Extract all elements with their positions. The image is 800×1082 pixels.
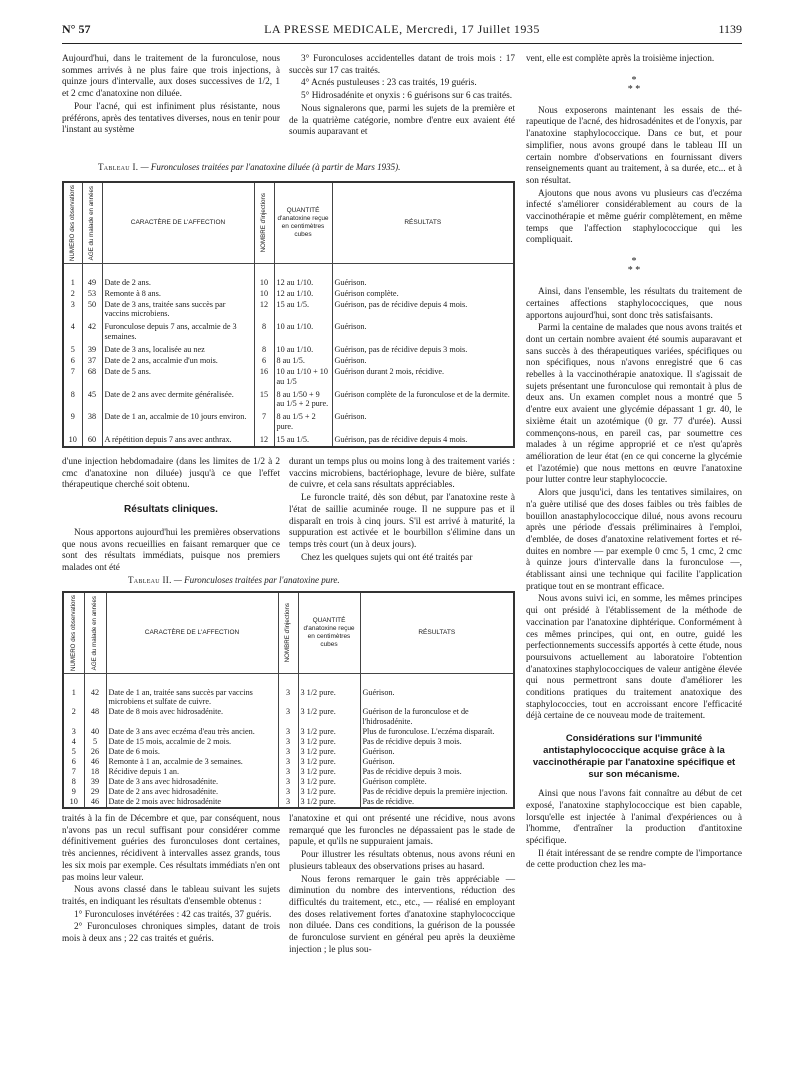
- table-cell: 7: [64, 367, 82, 389]
- table-cell: 37: [82, 356, 102, 367]
- table-cell: 3: [278, 767, 298, 777]
- table-cell: 3 1/2 pure.: [298, 688, 360, 708]
- table-cell: 10 au 1/10.: [274, 345, 332, 356]
- table2-label: Tableau II.: [128, 575, 172, 585]
- separator-stars: * * *: [627, 256, 641, 277]
- table-cell: Date de 2 mois avec hidrosadénite: [106, 797, 278, 807]
- paragraph: Nous ferons remarquer le gain très appréciable — diminution du nombre des interventions, réduction des difficultés du traitement, etc., etc., — réalisé en employant des doses relativement fortes d'anatoxine staphylococcique non diluée. Dans ces conditions, la guérison de la poussée de furonculose survient en général peu après la deuxième injection ; le plus sou-: [289, 874, 515, 955]
- table-cell: 42: [82, 322, 102, 344]
- col3: [526, 54, 742, 873]
- table-cell: 10 au 1/10 + 10 au 1/5: [274, 367, 332, 389]
- table-cell: 1: [64, 688, 84, 708]
- table2-header: CARACTÈRE DE L'AFFECTION: [106, 593, 278, 674]
- paragraph: 3° Furonculoses accidentelles datant de trois mois : 17 succès sur 17 cas traités.: [289, 54, 515, 76]
- table-cell: Guérison.: [362, 747, 395, 757]
- table1-header: NOMBRE d'injections: [254, 183, 274, 264]
- table-cell: 3: [278, 777, 298, 787]
- table-cell: 3 1/2 pure.: [298, 757, 360, 767]
- table-row: [64, 767, 513, 777]
- table-cell: 39: [84, 777, 106, 787]
- table-cell: Date de 3 ans, traitée sans succès par vaccins microbiens.: [102, 300, 254, 322]
- table-cell: Pas de récidive depuis 3 mois.: [362, 737, 462, 747]
- paragraph: Pour illustrer les résultats obtenus, nous avons réuni en plusieurs tableaux des observations prises au hasard.: [289, 850, 515, 872]
- col2-top: [289, 54, 515, 140]
- table-row: [64, 412, 513, 434]
- table-cell: Guérison.: [334, 412, 367, 422]
- table-cell: 1: [64, 278, 82, 289]
- table-cell: 6: [64, 757, 84, 767]
- table-cell: Furonculose depuis 7 ans, accalmie de 3 semaines.: [102, 322, 254, 344]
- table-cell: 10: [64, 435, 82, 446]
- table-cell: Date de 15 mois, accalmie de 2 mois.: [106, 737, 278, 747]
- issue-number: N° 57: [62, 22, 91, 36]
- paragraph: Alors que jusqu'ici, dans les tentatives similaires, on n'a guère utilisé que des doses faibles ou très faibles de bouillon anastaphylococcique dilué, nous avons recouru après une période d'essais préliminaires à l'emploi, d'emblée, de doses d'anatoxine relativement fortes et réduites en nombre — par exemple 0 cmc 5, 1 cmc, 2 cmc à quinze jours d'intervalle dans la furonculose —, établissant ainsi une technique qui facilite l'application pratique tout en se montrant efficace.: [526, 488, 742, 592]
- table2-header: NUMÉRO des observations: [64, 593, 84, 674]
- table-cell: 42: [84, 688, 106, 708]
- table2-header: NOMBRE d'injections: [278, 593, 298, 674]
- table-row: [64, 757, 513, 767]
- table-cell: 3 1/2 pure.: [298, 747, 360, 757]
- table-cell: 10: [254, 289, 274, 300]
- section-title-clinical: Résultats cliniques.: [124, 504, 218, 516]
- table-row: [64, 777, 513, 787]
- table-cell: Pas de récidive depuis 3 mois.: [362, 767, 462, 777]
- table-cell: 50: [82, 300, 102, 322]
- table-cell: Remonte à 8 ans.: [102, 289, 254, 300]
- table2-header: RÉSULTATS: [360, 593, 513, 674]
- table-cell: 4: [64, 737, 84, 747]
- paragraph: Ainsi que nous l'avons fait connaître au début de cet exposé, l'anatoxine staphylococcique est bien capable, lorsqu'elle est injectée à l'animal d'expériences ou à l'homme, d'entraîner la production d'antitoxine spécifique.: [526, 789, 742, 846]
- table2-caption: [128, 575, 508, 587]
- table1-caption: [98, 162, 518, 174]
- table-cell: A répétition depuis 7 ans avec anthrax.: [102, 435, 254, 446]
- table-cell: 5: [64, 345, 82, 356]
- paragraph: Le furoncle traité, dès son début, par l'anatoxine reste à l'état de saillie acuminée rouge. Il ne suppure pas et il disparaît en trois à cinq jours. S'il est arrivé à maturité, la suppuration est activée et le bourbillon s'élimine dans un temps très court (un à deux jours).: [289, 493, 515, 550]
- table-cell: Guérison complète.: [362, 777, 427, 787]
- table-cell: 68: [82, 367, 102, 389]
- table-cell: Plus de furonculose. L'eczéma disparaît.: [362, 727, 495, 737]
- table-cell: 46: [84, 757, 106, 767]
- table-cell: Pas de récidive.: [362, 796, 415, 806]
- table-cell: 9: [64, 412, 82, 434]
- table2-header: QUANTITÉ d'anatoxine reçue en centimètres cubes: [298, 593, 360, 674]
- table-cell: 8: [64, 390, 82, 412]
- table-cell: Récidive depuis 1 an.: [106, 767, 278, 777]
- section-title-considerations: Considérations sur l'immunité antistaphylococcique acquise grâce à la vaccinothérapie par l'anatoxine spécifique et sur son mécanisme.: [532, 733, 736, 781]
- table-cell: Date de 2 ans avec hidrosadénite.: [106, 787, 278, 797]
- table-cell: Guérison, pas de récidive depuis 4 mois.: [334, 299, 468, 309]
- paragraph: Aujourd'hui, dans le traitement de la furonculose, nous sommes arrivés à ne plus faire que trois injections, à quinze jours d'intervalle, aux doses successives de 1/2, 1 et 2 cmc d'anatoxine non diluée.: [62, 54, 280, 100]
- table-cell: 3: [278, 707, 298, 727]
- table-row: [64, 747, 513, 757]
- col1-mid: [62, 457, 280, 576]
- table-cell: 49: [82, 278, 102, 289]
- table-cell: Date de 8 mois avec hidrosadénite.: [106, 707, 278, 727]
- table-cell: 3: [278, 688, 298, 708]
- table-cell: 8: [64, 777, 84, 787]
- paragraph: Nous signalerons que, parmi les sujets de la première et de la quatrième catégorie, nombre d'entre eux avaient été soumis auparavant et: [289, 103, 515, 138]
- table1-header: CARACTÈRE DE L'AFFECTION: [102, 183, 254, 264]
- paragraph: Nous avons classé dans le tableau suivant les sujets traités, en indiquant les résultats d'ensemble obtenus :: [62, 885, 280, 907]
- table-cell: 60: [82, 435, 102, 446]
- paragraph: Nous avons suivi ici, en somme, les mêmes principes qui ont présidé à l'établissement de la méthode de vaccination par l'anatoxine diphtérique. Conformément à ces mêmes principes, qui ont, en outre, guidé les perfectionnements successifs apportés à cette étude, nous poursuivons actuellement au laboratoire l'obtention d'anatoxines staphylococciques de valeur antigène élevée qui nous permettront sans doute d'améliorer les conditions pratiques du traitement anatoxique des staphylococcies, tout en accroissant encore l'efficacité déjà certaine de ce nouveau mode de traitement.: [526, 594, 742, 722]
- page-number: 1139: [718, 22, 742, 36]
- table-cell: 12 au 1/10.: [274, 289, 332, 300]
- table1-header: RÉSULTATS: [332, 183, 513, 264]
- table-cell: 8 au 1/5 + 2 pure.: [274, 412, 332, 434]
- table-cell: 8: [254, 345, 274, 356]
- table2: [62, 591, 515, 809]
- table-row: [64, 289, 513, 300]
- table-cell: Date de 1 an, traitée sans succès par vaccins microbiens et sulfate de cuivre.: [106, 688, 278, 708]
- table-cell: 40: [84, 727, 106, 737]
- table-cell: 3: [278, 727, 298, 737]
- table-row: [64, 356, 513, 367]
- table-cell: Remonte à 1 an, accalmie de 3 semaines.: [106, 757, 278, 767]
- table1-header: NUMÉRO des observations: [64, 183, 82, 264]
- table-cell: Date de 1 an, accalmie de 10 jours environ.: [102, 412, 254, 434]
- paragraph: 5° Hidrosadénite et onyxis : 6 guérisons sur 6 cas traités.: [301, 91, 513, 102]
- table-cell: 7: [254, 412, 274, 434]
- table-cell: 9: [64, 787, 84, 797]
- table-cell: Guérison.: [362, 687, 395, 697]
- table-cell: Guérison.: [362, 757, 395, 767]
- table-row: [64, 737, 513, 747]
- table-cell: Guérison durant 2 mois, récidive.: [334, 367, 445, 377]
- table1-caption-text: — Furonculoses traitées par l'anatoxine diluée (à partir de Mars 1935).: [140, 162, 401, 172]
- table-cell: 39: [82, 345, 102, 356]
- paragraph: vent, elle est complète après la troisième injection.: [526, 54, 715, 64]
- table-cell: Date de 2 ans avec dermite généralisée.: [102, 390, 254, 412]
- table-cell: Date de 3 ans avec eczéma d'eau très ancien.: [106, 727, 278, 737]
- table-cell: Date de 2 ans.: [102, 278, 254, 289]
- table-cell: Date de 5 ans.: [102, 367, 254, 389]
- table-cell: Date de 3 ans, localisée au nez: [102, 345, 254, 356]
- table-row: [64, 345, 513, 356]
- table-cell: 6: [254, 356, 274, 367]
- table-row: [64, 707, 513, 727]
- paragraph: durant un temps plus ou moins long à des traitement variés : vaccins microbiens, bactériophage, levure de bière, sulfate de cuivre, et cela sans résultats appréciables.: [289, 457, 515, 491]
- table-cell: 45: [82, 390, 102, 412]
- table-cell: Guérison, pas de récidive depuis 4 mois.: [334, 434, 468, 444]
- table-row: [64, 688, 513, 708]
- table2-caption-text: — Furonculoses traitées par l'anatoxine pure.: [173, 575, 340, 585]
- table-cell: 6: [64, 356, 82, 367]
- table-cell: Guérison.: [334, 322, 367, 332]
- table-cell: 5: [84, 737, 106, 747]
- table-cell: 29: [84, 787, 106, 797]
- table-row: [64, 727, 513, 737]
- table-row: [64, 300, 513, 322]
- table-cell: 3 1/2 pure.: [298, 737, 360, 747]
- table-cell: 3 1/2 pure.: [298, 797, 360, 807]
- paragraph: Il était intéressant de se rendre compte de l'importance de cette production chez les ma-: [526, 848, 742, 871]
- table-cell: Guérison, pas de récidive depuis 3 mois.: [334, 344, 468, 354]
- table-cell: 5: [64, 747, 84, 757]
- separator-stars: * * *: [627, 74, 641, 95]
- table-cell: 8: [254, 322, 274, 344]
- table-cell: 3 1/2 pure.: [298, 777, 360, 787]
- table-cell: 3: [278, 737, 298, 747]
- table-row: [64, 367, 513, 389]
- table-cell: 3 1/2 pure.: [298, 727, 360, 737]
- table-cell: Date de 6 mois.: [106, 747, 278, 757]
- table-cell: Date de 3 ans avec hidrosadénite.: [106, 777, 278, 787]
- table-cell: 3: [278, 797, 298, 807]
- table-cell: Guérison.: [334, 356, 367, 366]
- table-row: [64, 797, 513, 807]
- table-cell: 18: [84, 767, 106, 777]
- table-cell: 46: [84, 797, 106, 807]
- table1-header: QUANTITÉ d'anatoxine reçue en centimètres cubes: [274, 183, 332, 264]
- paragraph: d'une injection hebdomadaire (dans les limites de 1/2 à 2 cmc d'anatoxine non diluée) jusqu'à ce que l'effet thérapeutique cherché soit obtenu.: [62, 457, 280, 491]
- table-cell: Date de 2 ans, accalmie d'un mois.: [102, 356, 254, 367]
- paragraph: Nous exposerons maintenant les essais de thérapeutique de l'acné, des hidrosadénites et de l'onyxis, par l'anatoxine staphylococcique. Dans ce but, et pour simplifier, nous avons groupé dans le tableau III un certain nombre d'observations en fournissant divers renseignements quant au traitement, à sa durée, etc... et à son résultat.: [526, 105, 742, 186]
- table-cell: 12 au 1/10.: [274, 278, 332, 289]
- table-cell: Pas de récidive depuis la première injection.: [362, 787, 508, 797]
- table-cell: 3: [278, 757, 298, 767]
- journal-title: LA PRESSE MEDICALE, Mercredi, 17 Juillet 1935: [264, 22, 540, 36]
- table-row: [64, 322, 513, 344]
- paragraph: l'anatoxine et qui ont présenté une récidive, nous avons remarqué que les furoncles ne dépassaient pas le stade de papule, et qu'ils ne suppuraient jamais.: [289, 814, 515, 848]
- table-row: [64, 278, 513, 289]
- table-cell: 12: [254, 435, 274, 446]
- table-row: [64, 787, 513, 797]
- table-cell: 2: [64, 289, 82, 300]
- table-cell: 26: [84, 747, 106, 757]
- col1-top: [62, 54, 280, 138]
- table2-header: AGE du malade en années: [84, 593, 106, 674]
- table-cell: 10: [254, 278, 274, 289]
- table-cell: 48: [84, 707, 106, 727]
- table-cell: 12: [254, 300, 274, 322]
- paragraph: 2° Furonculoses chroniques simples, datant de trois mois à deux ans ; 22 cas traités et guéris.: [62, 922, 280, 945]
- table1-label: Tableau I.: [98, 162, 139, 172]
- table-cell: 15 au 1/5.: [274, 435, 332, 446]
- paragraph: Ajoutons que nous avons vu plusieurs cas d'eczéma infecté s'améliorer considérablement au cours de la vaccinothérapie et même guérir complètement, en même temps que l'affection staphylococcique qui les compliquait.: [526, 188, 742, 246]
- table-cell: 15: [254, 390, 274, 412]
- table1-header: AGE du malade en années: [82, 183, 102, 264]
- table-cell: 38: [82, 412, 102, 434]
- table-cell: 3: [278, 787, 298, 797]
- table-cell: 16: [254, 367, 274, 389]
- table-cell: 4: [64, 322, 82, 344]
- paragraph: Parmi la centaine de malades que nous avons traités et dont un certain nombre avaient été soumis auparavant et sans succès à des thérapeutiques variées, spécifiques ou non spécifiques, nous n'avons enregistré que 6 cas rebelles à la vaccinothérapie anatoxique. Il s'agissait de sujets présentant une furonculose qui remontait à plus de deux ans. Un examen complet nous a montré que 5 d'entre eux avaient une glycémie dépassant 1 gr. 40, le sixième était un azotémique (0 gr. 77 d'urée). Aussi commençons-nous, en pareil cas, par soumettre ces malades à un régime approprié et ce n'est qu'après amélioration de leur état (en ce qui concerne la glycémie et l'azotémie) que nous mettons en œuvre l'anatoxine pour lutter contre leur staphylococcie.: [526, 323, 742, 486]
- table-cell: 3 1/2 pure.: [298, 787, 360, 797]
- table-row: [64, 390, 513, 412]
- col2-bottom: [289, 814, 515, 957]
- table-cell: Guérison.: [334, 277, 367, 287]
- table-cell: 3 1/2 pure.: [298, 767, 360, 777]
- table-cell: 8 au 1/5.: [274, 356, 332, 367]
- col1-bottom: [62, 814, 280, 947]
- table-row: [64, 435, 513, 446]
- paragraph: traités à la fin de Décembre et que, par conséquent, nous n'avons pas un recul suffisant pour considérer comme définitivement guéries des furonculoses dont certaines, très anciennes, récidivent à intervalles assez grands, tous les six mois par exemple. Ces résultats immédiats n'en ont pas moins leur valeur.: [62, 814, 280, 883]
- page-header: [62, 24, 742, 44]
- table-cell: 10: [64, 797, 84, 807]
- table-cell: Guérison complète de la furonculose et de la dermite.: [334, 389, 510, 399]
- table-cell: 10 au 1/10.: [274, 322, 332, 344]
- table-cell: Guérison complète.: [334, 288, 399, 298]
- table-cell: 3: [64, 300, 82, 322]
- table-cell: 3: [64, 727, 84, 737]
- paragraph: Nous apportons aujourd'hui les premières observations que nous avons recueillies en faisant remarquer que ce sont des résultats immédiats, puisque nos premiers malades ont été: [62, 527, 280, 573]
- paragraph: 1° Furonculoses invétérées : 42 cas traités, 37 guéris.: [74, 909, 272, 920]
- table-cell: 3 1/2 pure.: [298, 707, 360, 727]
- table-cell: 15 au 1/5.: [274, 300, 332, 322]
- table-cell: 53: [82, 289, 102, 300]
- table1: [62, 181, 515, 448]
- table-cell: 2: [64, 707, 84, 727]
- paragraph: 4° Acnés pustuleuses : 23 cas traités, 19 guéris.: [301, 78, 477, 89]
- paragraph: Ainsi, dans l'ensemble, les résultats du traitement de certaines affections staphylococciques, que nous apportons aujourd'hui, sont donc très satisfaisants.: [526, 287, 742, 321]
- paragraph: Chez les quelques sujets qui ont été traités par: [301, 552, 473, 563]
- table-cell: 8 au 1/50 + 9 au 1/5 + 2 pure.: [274, 390, 332, 412]
- table-cell: 3: [278, 747, 298, 757]
- table-cell: 7: [64, 767, 84, 777]
- col2-mid: [289, 457, 515, 565]
- table-cell: Guérison de la furonculose et de l'hidrosadénite.: [362, 707, 469, 726]
- paragraph: Pour l'acné, qui est infiniment plus résistante, nous préférons, après des tentatives diverses, nous en tenir pour l'instant au système: [62, 101, 280, 136]
